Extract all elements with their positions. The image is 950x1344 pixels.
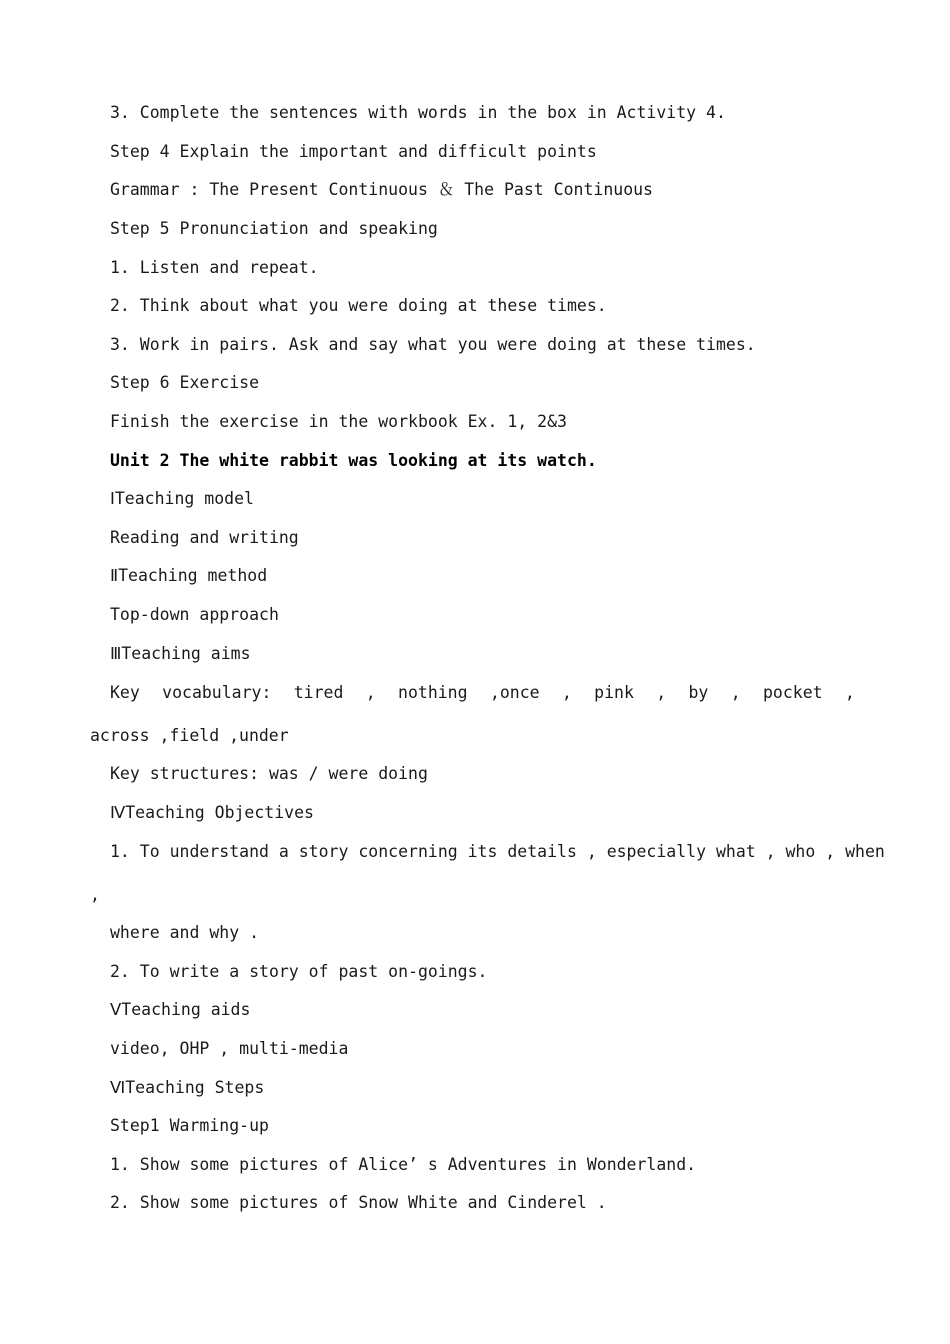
unit-heading: Unit 2 The white rabbit was looking at its watch.	[110, 451, 597, 470]
text-line: 2. Think about what you were doing at these times.	[110, 296, 607, 315]
text-line: Step 4 Explain the important and difficult points	[110, 142, 597, 161]
vocab-word: ,	[561, 683, 572, 702]
vocab-word: ,	[656, 683, 667, 702]
text-line: Key structures: was / were doing	[110, 764, 428, 783]
vocab-word: pink	[594, 683, 634, 702]
vocab-word: tired	[293, 683, 344, 702]
text-line: Top-down approach	[110, 605, 279, 624]
vocab-word: ,	[365, 683, 376, 702]
section-heading: ⅥTeaching Steps	[110, 1078, 265, 1097]
vocab-word: pocket	[762, 683, 823, 702]
text-line: Reading and writing	[110, 528, 299, 547]
vocab-word: ,	[730, 683, 741, 702]
vocab-word: nothing	[398, 683, 468, 702]
key-vocabulary-line	[110, 683, 855, 703]
text-line: 3. Work in pairs. Ask and say what you were doing at these times.	[110, 335, 756, 354]
text-line: Step 5 Pronunciation and speaking	[110, 219, 438, 238]
vocab-word: vocabulary:	[162, 683, 272, 702]
text-line: where and why .	[110, 923, 260, 942]
vocab-word: ,	[844, 683, 855, 702]
text-line: Step1 Warming-up	[110, 1116, 269, 1135]
section-heading: ⅡTeaching method	[110, 566, 268, 585]
text-line: Finish the exercise in the workbook Ex. 1, 2&3	[110, 412, 567, 431]
text-line: Step 6 Exercise	[110, 373, 260, 392]
text-line: 2. To write a story of past on-goings.	[110, 962, 488, 981]
section-heading: ⅢTeaching aims	[110, 644, 251, 663]
text-line: 2. Show some pictures of Snow White and Cinderel .	[110, 1193, 607, 1212]
text-line: video, OHP , multi-media	[110, 1039, 349, 1058]
section-heading: ⅤTeaching aids	[110, 1000, 251, 1019]
text-line: 3. Complete the sentences with words in the box in Activity 4.	[110, 103, 726, 122]
text-line: across ,field ,under	[90, 726, 289, 745]
text-line: ,	[90, 885, 100, 904]
text-line: Grammar : The Present Continuous ＆ The Past Continuous	[110, 180, 653, 199]
text-line: 1. To understand a story concerning its details , especially what , who , when	[110, 842, 885, 861]
text-line: 1. Listen and repeat.	[110, 258, 319, 277]
section-heading: ⅣTeaching Objectives	[110, 803, 314, 822]
text-line: 1. Show some pictures of Alice’ s Adventures in Wonderland.	[110, 1155, 697, 1174]
vocab-word: ,once	[489, 683, 540, 702]
vocab-word: Key	[110, 683, 140, 702]
section-heading: ⅠTeaching model	[110, 489, 254, 508]
vocab-word: by	[688, 683, 709, 702]
